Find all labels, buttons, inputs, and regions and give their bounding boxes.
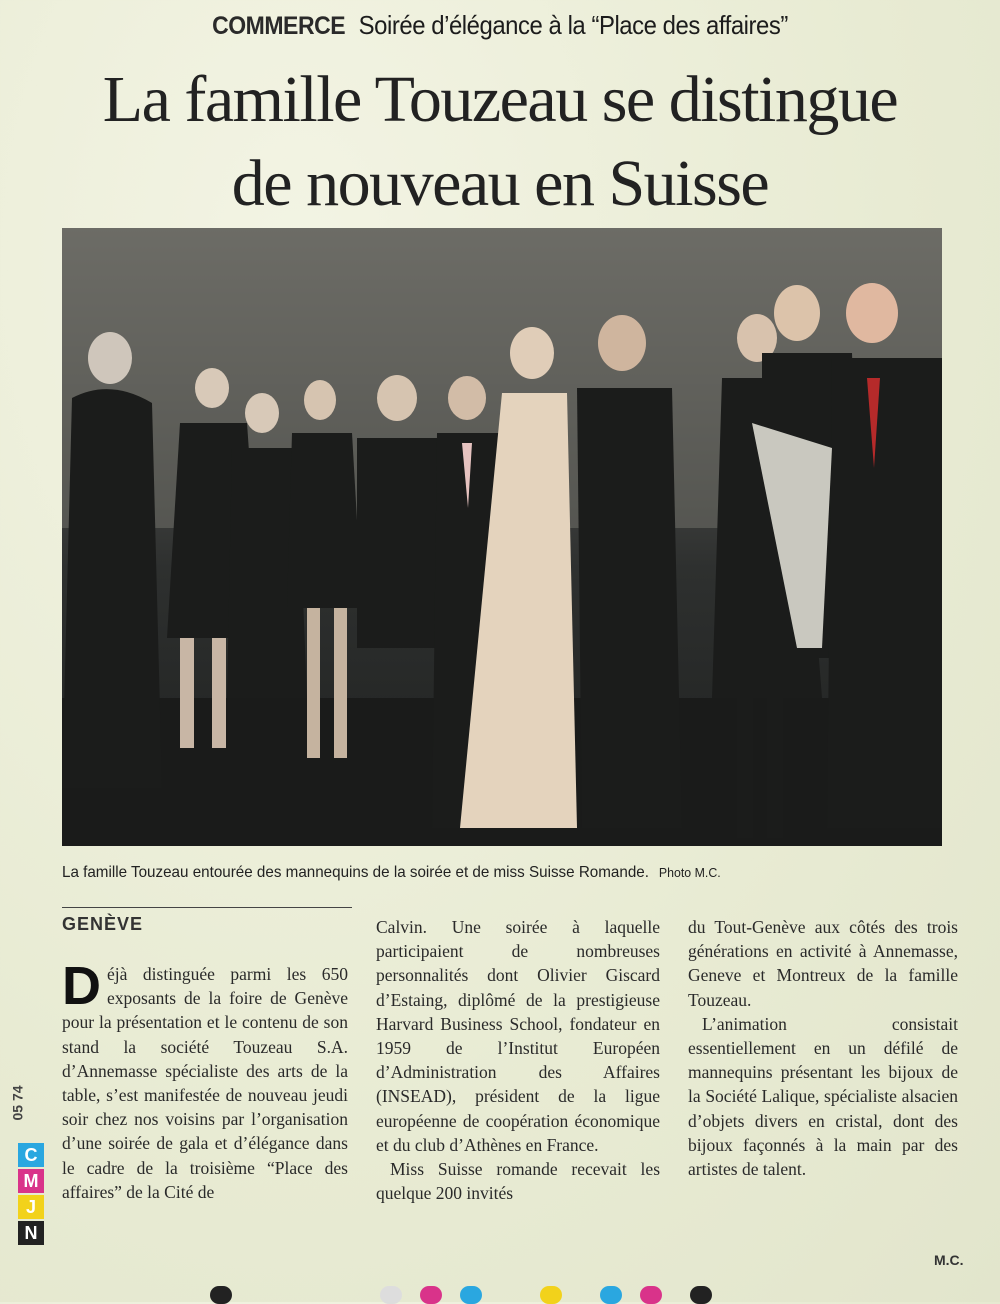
dateline: GENÈVE xyxy=(62,914,144,934)
registration-dot xyxy=(210,1286,232,1304)
col1-text: éjà distinguée parmi les 650 exposants de la foire de Genève pour la présentation et le contenu de son stand la société Touzeau S.A. d’Annemasse spécialiste des arts de la table, s’est manifestée de nouveau jeudi soir chez nos voisins par l’organisation d’une soirée de gala et d’élégance dans le cadre de la troisième “Place des affaires” de la Cité de xyxy=(62,964,348,1202)
paragraph: du Tout-Genève aux côtés des trois générations en activité à Annemasse, Geneve et Montreux de la famille Touzeau. xyxy=(688,917,958,1010)
black-swatch: N xyxy=(18,1221,44,1245)
registration-dot xyxy=(600,1286,622,1304)
headline xyxy=(40,58,960,226)
kicker-text: Soirée d’élégance à la “Place des affaires” xyxy=(358,10,788,40)
registration-dot xyxy=(460,1286,482,1304)
caption-text: La famille Touzeau entourée des mannequins de la soirée et de miss Suisse Romande. xyxy=(62,864,649,881)
section-tag: COMMERCE xyxy=(212,12,346,40)
paragraph xyxy=(62,956,348,1204)
photo-credit: Photo M.C. xyxy=(658,865,721,880)
cyan-swatch: C xyxy=(18,1143,44,1167)
registration-dot xyxy=(640,1286,662,1304)
registration-dot xyxy=(690,1286,712,1304)
paragraph: Calvin. Une soirée à laquelle participaient de nombreuses personnalités dont Olivier Giscard d’Estaing, diplômé de la prestigieuse Harvard Business School, fondateur en 1959 de l’Institut Européen d’Administration des Affaires (INSEAD), président de la ligue européenne de coopération économique et du club d’Athènes en France. xyxy=(376,917,660,1155)
headline-line-2: de nouveau en Suisse xyxy=(231,147,769,220)
column-2 xyxy=(376,915,660,1205)
column-3 xyxy=(688,915,958,1181)
headline-line-1: La famille Touzeau se distingue xyxy=(102,63,898,136)
yellow-swatch: J xyxy=(18,1195,44,1219)
registration-dot xyxy=(420,1286,442,1304)
article-kicker xyxy=(40,10,960,41)
photo-caption xyxy=(62,864,898,882)
article-photo xyxy=(62,228,942,846)
drop-cap: D xyxy=(62,956,101,1016)
registration-dot xyxy=(380,1286,402,1304)
registration-dot xyxy=(540,1286,562,1304)
column-1 xyxy=(62,956,348,1204)
paragraph: Miss Suisse romande recevait les quelque 200 invités xyxy=(376,1159,660,1204)
paragraph: L’animation consistait essentiellement en un défilé de mannequins présentant les bijoux de la Société Lalique, spécialiste alsacien d’objets divers en cristal, dont des bijoux façonnés à la main par des artistes de talent. xyxy=(688,1013,958,1180)
printer-code: 05 74 xyxy=(9,1085,26,1121)
dateline-rule xyxy=(62,907,352,908)
author-signature: M.C. xyxy=(934,1252,964,1268)
registration-marks xyxy=(0,1282,1000,1302)
photo-illustration xyxy=(62,228,942,846)
magenta-swatch: M xyxy=(18,1169,44,1193)
